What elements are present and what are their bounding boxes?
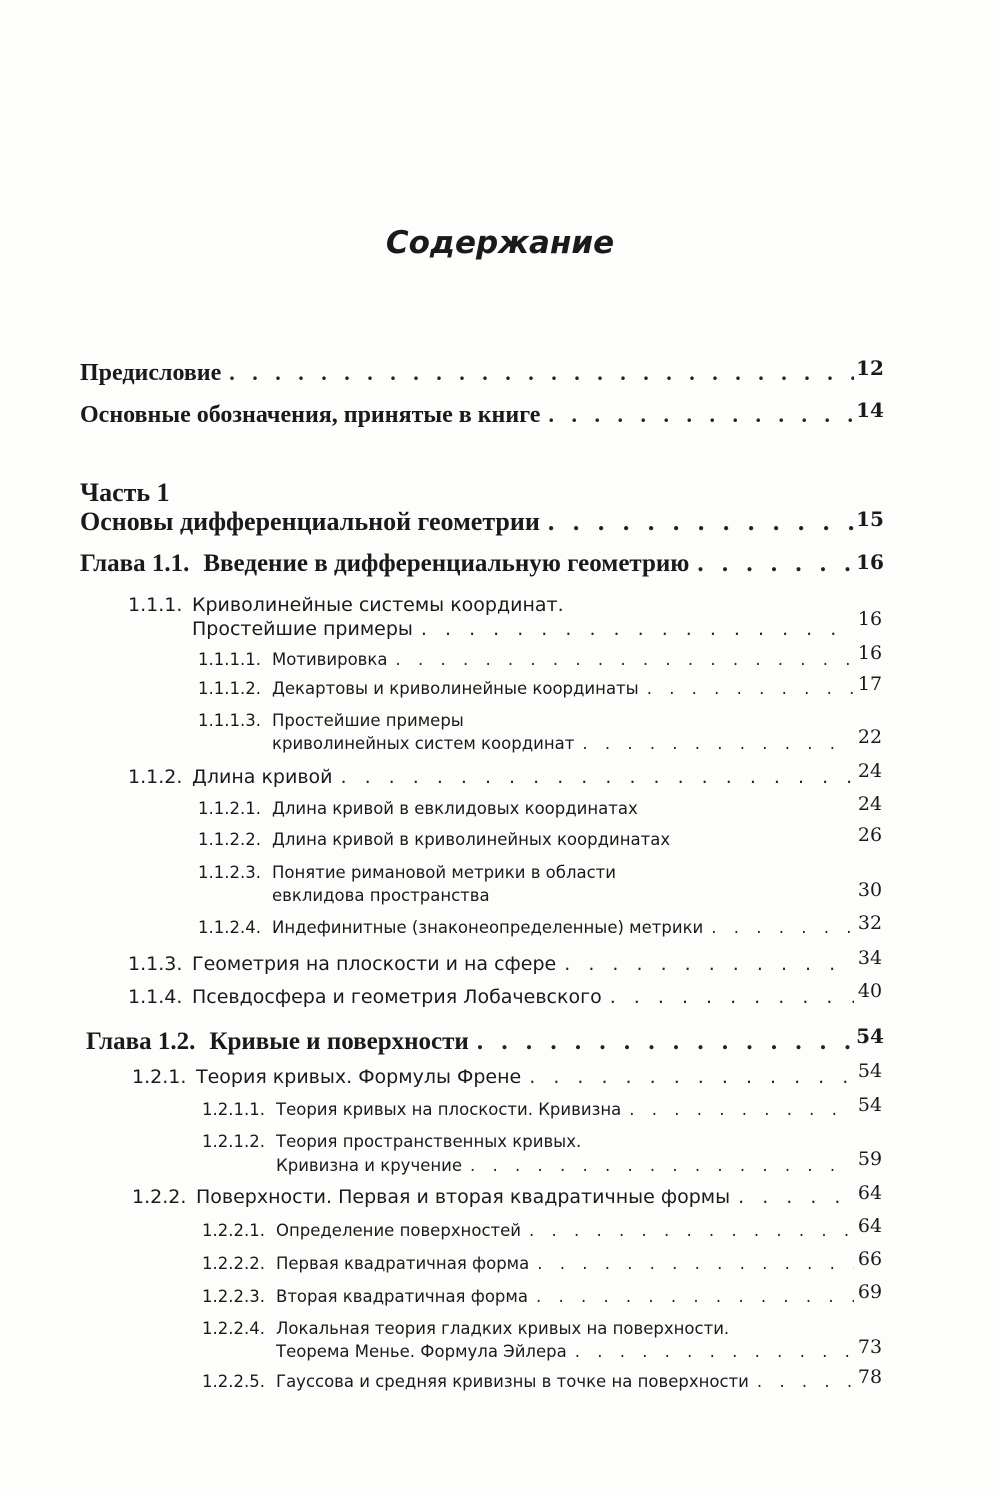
toc-entry-text: Теория пространственных кривых.	[276, 1132, 582, 1151]
toc-page-number: 78	[857, 1366, 883, 1388]
toc-entry-number: 1.1.2.	[128, 766, 183, 788]
leader-dots	[610, 986, 854, 1008]
leader-dots	[470, 1156, 854, 1175]
toc-page-number: 54	[857, 1094, 883, 1116]
toc-entry-text: Простейшие примеры	[272, 711, 464, 730]
toc-entry-number: 1.1.1.	[128, 594, 183, 616]
toc-page-number: 26	[857, 824, 883, 846]
toc-page-number: 12	[856, 356, 884, 380]
leader-dots	[697, 550, 854, 578]
leader-dots	[421, 618, 854, 640]
toc-entry-number: Глава 1.1.	[80, 550, 190, 577]
leader-dots	[341, 766, 855, 788]
leader-dots	[548, 402, 854, 428]
toc-entry-text: Мотивировка	[272, 650, 388, 669]
toc-page-number: 69	[857, 1281, 883, 1303]
toc-entry-text: Теория кривых. Формулы Френе	[196, 1066, 522, 1088]
leader-dots	[548, 507, 854, 537]
leader-dots	[629, 1100, 854, 1119]
toc-entry-number: 1.2.1.2.	[202, 1132, 265, 1151]
toc-page-number: 34	[857, 947, 883, 969]
toc-entry-text: Вторая квадратичная форма	[276, 1287, 528, 1306]
toc-page-number: 14	[856, 398, 884, 422]
toc-entry-text: Кривые и поверхности	[209, 1028, 469, 1055]
toc-page-number: 24	[857, 793, 883, 815]
toc-page-number: 15	[856, 507, 884, 531]
toc-page-number: 24	[857, 760, 883, 782]
toc-page-number: 64	[857, 1215, 883, 1237]
toc-page-number: 54	[857, 1060, 883, 1082]
toc-entry-number: Глава 1.2.	[86, 1028, 196, 1055]
toc-entry-number: 1.2.2.	[132, 1186, 187, 1208]
toc-entry-text-continued: Кривизна и кручение	[276, 1156, 463, 1175]
leader-dots	[537, 1254, 854, 1273]
toc-entry-number: 1.1.4.	[128, 986, 183, 1008]
toc-entry-number: 1.2.1.	[132, 1066, 187, 1088]
toc-entry-text: Локальная теория гладких кривых на поверхности.	[276, 1319, 730, 1338]
toc-entry-text: Длина кривой	[192, 766, 333, 788]
toc-entry-number: 1.2.2.5.	[202, 1372, 265, 1391]
toc-entry-number: 1.1.2.4.	[198, 918, 261, 937]
toc-page-number: 16	[856, 550, 884, 574]
toc-entry-number: 1.1.2.3.	[198, 863, 261, 882]
leader-dots	[536, 1287, 854, 1306]
leader-dots	[711, 918, 854, 937]
leader-dots	[647, 679, 854, 698]
toc-page-number: 30	[857, 879, 883, 901]
toc-entry-text: Определение поверхностей	[276, 1221, 522, 1240]
toc-entry-number: 1.2.1.1.	[202, 1100, 265, 1119]
toc-page-number: 54	[856, 1024, 884, 1048]
leader-dots	[477, 1028, 854, 1056]
toc-page-number: 73	[857, 1336, 883, 1358]
toc-page-number: 22	[857, 726, 883, 748]
toc-entry-text-continued: евклидова пространства	[272, 886, 490, 905]
toc-entry-number: 1.1.1.2.	[198, 679, 261, 698]
toc-entry-text: Понятие римановой метрики в области	[272, 863, 617, 882]
toc-page-number: 64	[857, 1182, 883, 1204]
toc-entry-text: Основы дифференциальной геометрии	[80, 507, 540, 536]
toc-entry-text: Псевдосфера и геометрия Лобачевского	[192, 986, 602, 1008]
toc-entry-number: 1.2.2.1.	[202, 1221, 265, 1240]
toc-entry-number: 1.2.2.4.	[202, 1319, 265, 1338]
toc-entry-text: Длина кривой в евклидовых координатах	[272, 799, 638, 818]
leader-dots	[757, 1372, 854, 1391]
toc-entry-text: Основные обозначения, принятые в книге	[80, 402, 541, 428]
toc-entry-number: 1.1.1.1.	[198, 650, 261, 669]
leader-dots	[529, 1066, 854, 1088]
leader-dots	[529, 1221, 854, 1240]
toc-page-number: 66	[857, 1248, 883, 1270]
toc-entry-number: 1.1.1.3.	[198, 711, 261, 730]
leader-dots	[229, 360, 854, 386]
leader-dots	[575, 1342, 854, 1361]
toc-entry-text: Геометрия на плоскости и на сфере	[192, 953, 557, 975]
toc-entry-text: Гауссова и средняя кривизны в точке на поверхности	[276, 1372, 749, 1391]
toc-entry-text-continued: Простейшие примеры	[192, 618, 413, 640]
toc-entry-text: Декартовы и криволинейные координаты	[272, 679, 639, 698]
toc-entry-text: Введение в дифференциальную геометрию	[203, 550, 690, 577]
toc-entry-text-continued: криволинейных систем координат	[272, 734, 575, 753]
toc-page-number: 32	[857, 912, 883, 934]
toc-entry-text: Первая квадратичная форма	[276, 1254, 530, 1273]
leader-dots	[564, 953, 854, 975]
toc-entry-text: Криволинейные системы координат.	[192, 594, 564, 616]
toc-entry-number: 1.1.2.1.	[198, 799, 261, 818]
toc-entry-number: 1.1.3.	[128, 953, 183, 975]
leader-dots	[395, 650, 854, 669]
toc-entry-text: Индефинитные (знаконеопределенные) метрики	[272, 918, 704, 937]
toc-entry-number: 1.1.2.2.	[198, 830, 261, 849]
part-label: Часть 1	[80, 478, 170, 507]
toc-page-number: 59	[857, 1148, 883, 1170]
toc-page-number: 16	[857, 608, 883, 630]
toc-entry-text: Поверхности. Первая и вторая квадратичные формы	[196, 1186, 731, 1208]
toc-entry-number: 1.2.2.2.	[202, 1254, 265, 1273]
toc-page-number: 17	[857, 673, 883, 695]
leader-dots	[582, 734, 854, 753]
toc-entry-number: 1.2.2.3.	[202, 1287, 265, 1306]
toc-page-number: 40	[857, 980, 883, 1002]
page-title: Содержание	[385, 225, 615, 261]
toc-entry-text-continued: Теорема Менье. Формула Эйлера	[276, 1342, 567, 1361]
leader-dots	[738, 1186, 854, 1208]
toc-entry-text: Предисловие	[80, 360, 222, 386]
toc-entry-text: Теория кривых на плоскости. Кривизна	[276, 1100, 622, 1119]
toc-page-number: 16	[857, 642, 883, 664]
toc-entry-text: Длина кривой в криволинейных координатах	[272, 830, 671, 849]
